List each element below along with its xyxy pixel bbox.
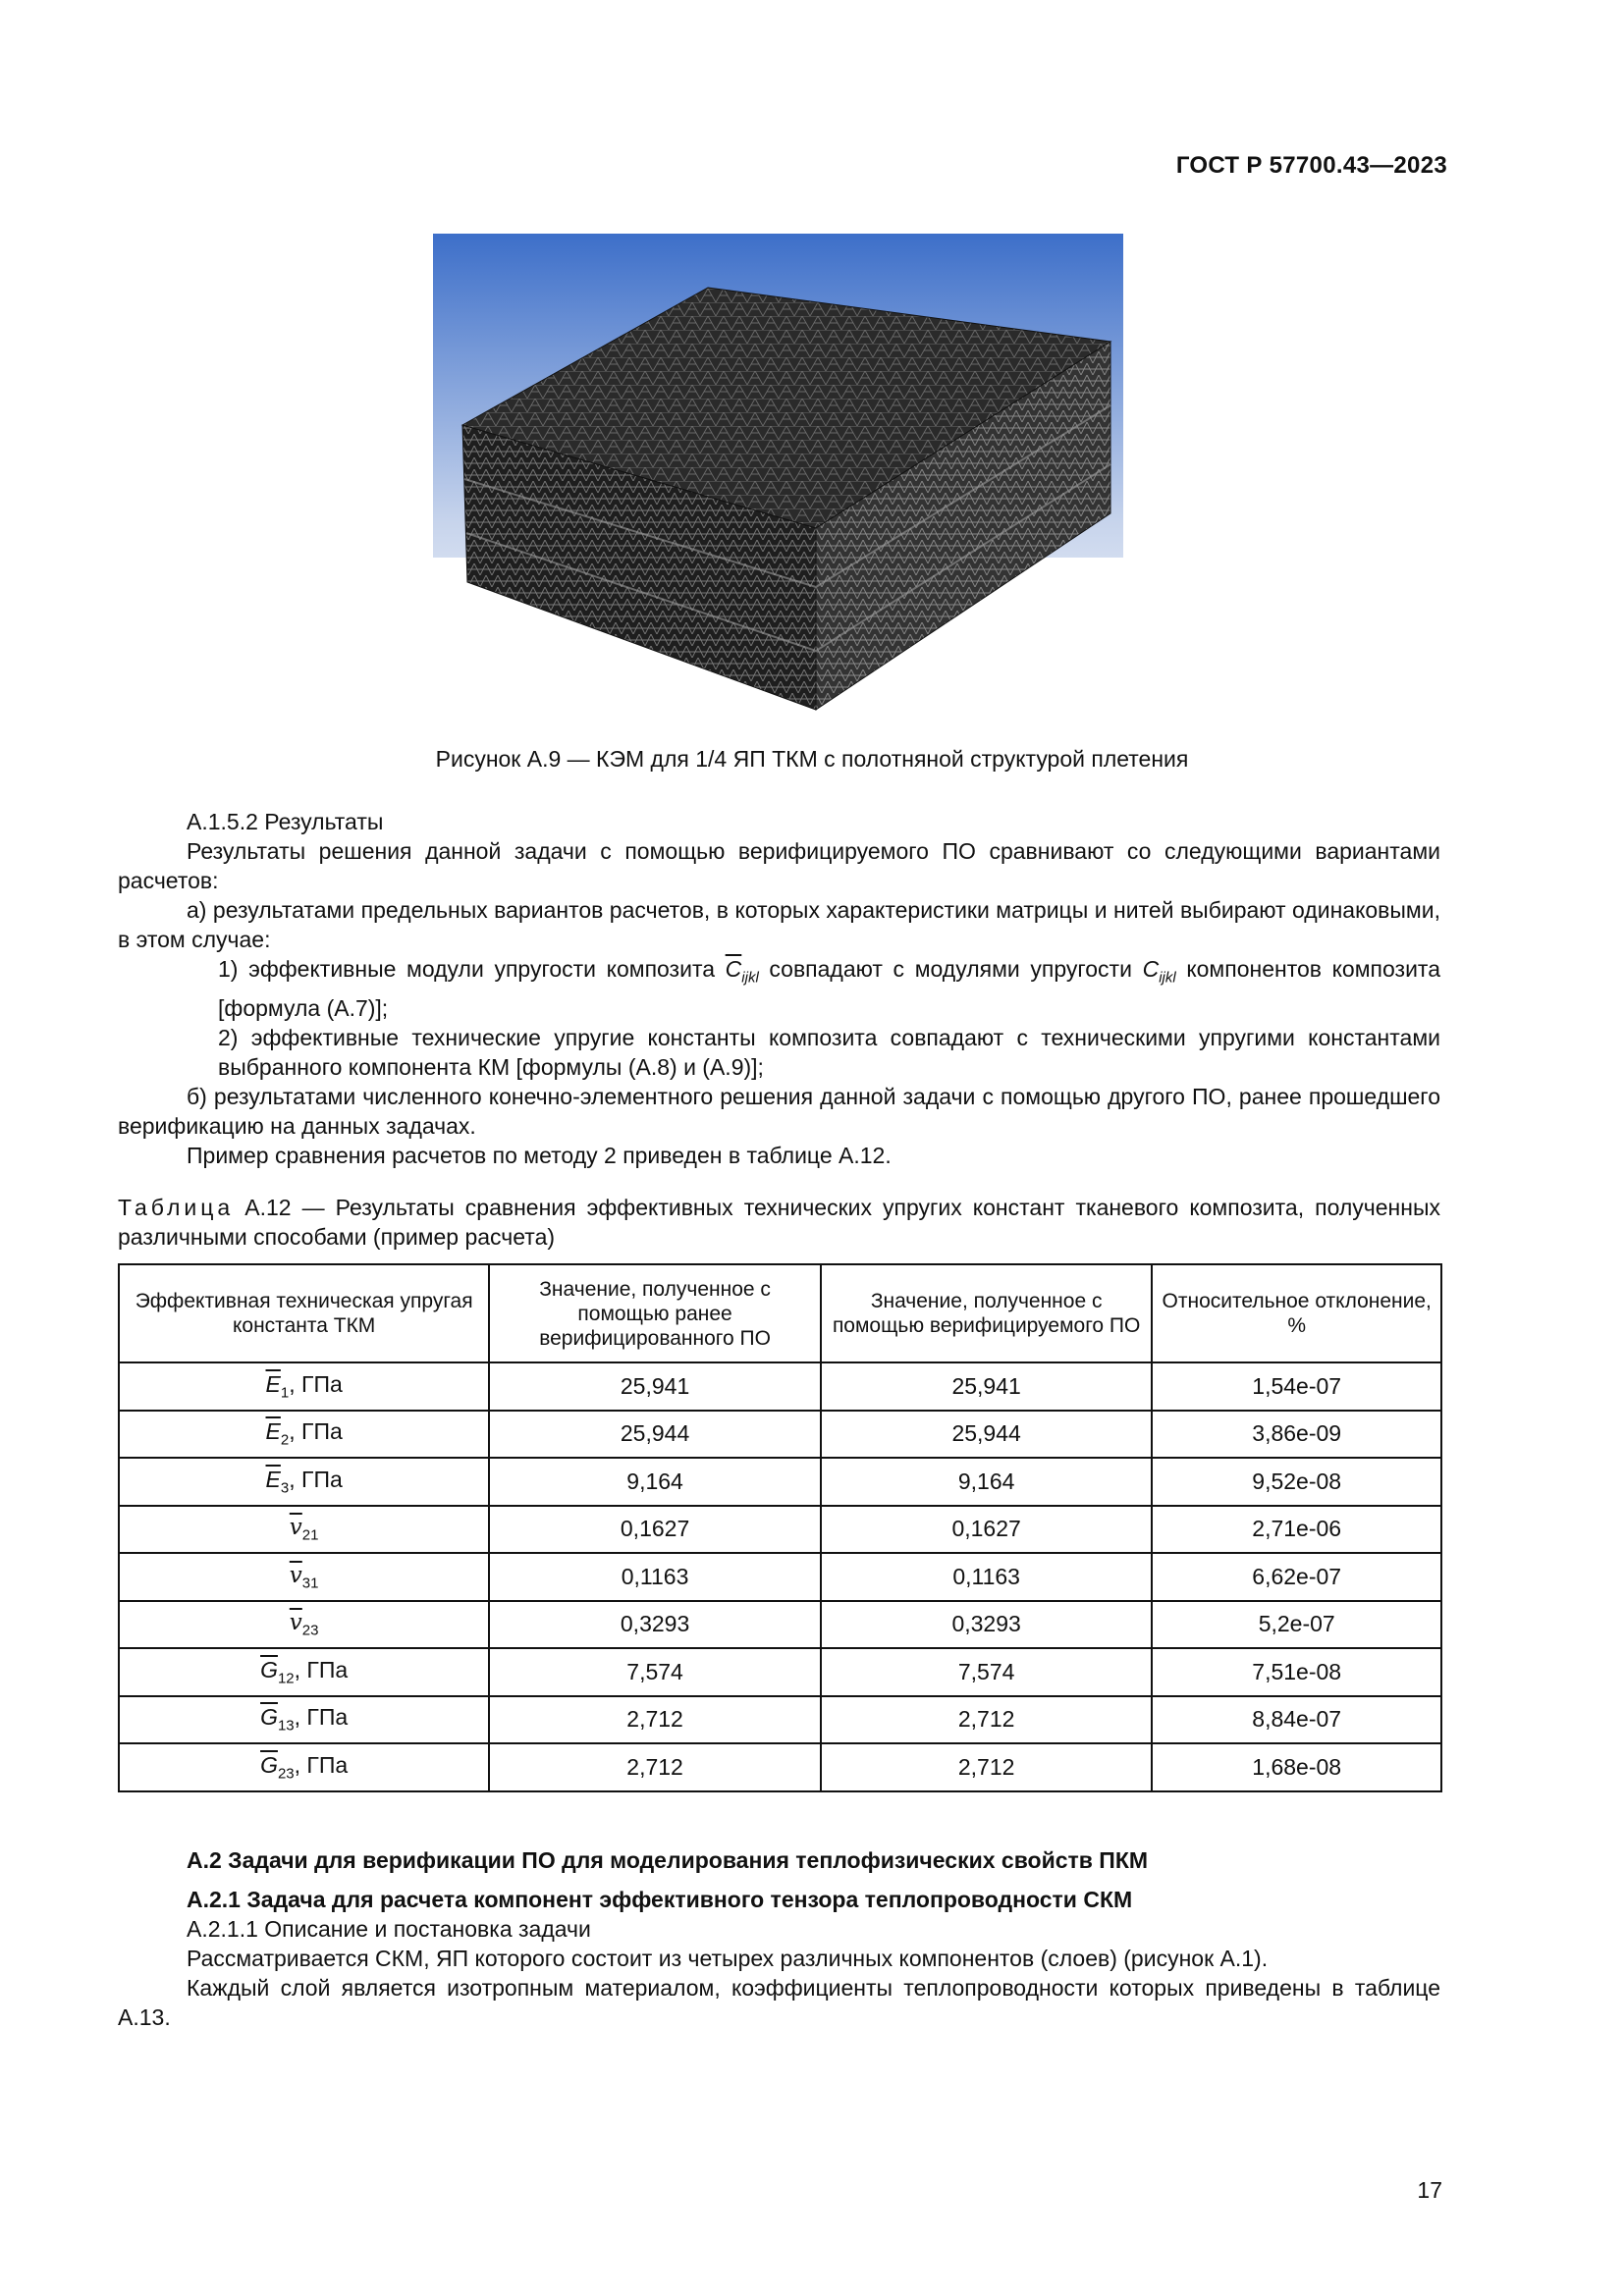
value-cell: 2,712 (821, 1743, 1153, 1791)
deviation-cell: 1,68e-08 (1152, 1743, 1441, 1791)
value-cell: 2,712 (821, 1696, 1153, 1744)
deviation-cell: 2,71e-06 (1152, 1506, 1441, 1554)
column-header: Значение, полученное с помощью верифицируемого ПО (821, 1264, 1153, 1362)
value-cell: 7,574 (821, 1648, 1153, 1696)
page-number: 17 (1417, 2177, 1442, 2203)
deviation-cell: 9,52e-08 (1152, 1458, 1441, 1506)
results-table (118, 1263, 1442, 1792)
constant-cell: $\overline{E}_3$, ГПа (119, 1458, 489, 1506)
paragraph: Рассматривается СКМ, ЯП которого состоит из четырех различных компонентов (слоев) (рисунок А.1). (187, 1946, 1269, 1971)
value-cell: 0,1163 (489, 1553, 821, 1601)
value-cell: 25,944 (489, 1411, 821, 1459)
constant-cell: $\overline{v}_{31}$ (119, 1553, 489, 1601)
value-cell: 2,712 (489, 1743, 821, 1791)
list-item-a: а) результатами предельных вариантов расчетов, в которых характеристики матрицы и нитей выбирают одинаковыми, в этом случае: (118, 897, 1440, 952)
deviation-cell: 5,2e-07 (1152, 1601, 1441, 1649)
deviation-cell: 1,54e-07 (1152, 1362, 1441, 1411)
list-item-2: 2) эффективные технические упругие константы композита совпадают с техническими упругими константами выбранного компонента КМ [формулы (А.8) и (А.9)]; (218, 1024, 1440, 1080)
table-row (119, 1696, 1441, 1744)
value-cell: 0,1627 (489, 1506, 821, 1554)
table-row (119, 1553, 1441, 1601)
deviation-cell: 8,84e-07 (1152, 1696, 1441, 1744)
fem-mesh-figure (433, 234, 1123, 715)
value-cell: 0,3293 (821, 1601, 1153, 1649)
section-heading: А.2 Задачи для верификации ПО для моделирования теплофизических свойств ПКМ (187, 1847, 1149, 1873)
table-row (119, 1458, 1441, 1506)
value-cell: 25,944 (821, 1411, 1153, 1459)
constant-cell: $\overline{G}_{13}$, ГПа (119, 1696, 489, 1744)
table-title: Таблица А.12 — Результаты сравнения эффективных технических упругих констант тканевого композита, полученных различными способами (пример расчета) (118, 1195, 1440, 1250)
column-header: Значение, полученное с помощью ранее верифицированного ПО (489, 1264, 821, 1362)
standard-code: ГОСТ Р 57700.43—2023 (1175, 152, 1447, 179)
constant-cell: $\overline{G}_{12}$, ГПа (119, 1648, 489, 1696)
constant-cell: $\overline{E}_2$, ГПа (119, 1411, 489, 1459)
subsection-heading: А.2.1 Задача для расчета компонент эффективного тензора теплопроводности СКМ (187, 1887, 1133, 1912)
column-header: Относительное отклонение, % (1152, 1264, 1441, 1362)
figure-caption: Рисунок А.9 — КЭМ для 1/4 ЯП ТКМ с полотняной структурой плетения (435, 746, 1189, 772)
constant-cell: $\overline{v}_{21}$ (119, 1506, 489, 1554)
value-cell: 7,574 (489, 1648, 821, 1696)
results-text (118, 807, 1440, 1170)
value-cell: 2,712 (489, 1696, 821, 1744)
deviation-cell: 3,86e-09 (1152, 1411, 1441, 1459)
table-row (119, 1648, 1441, 1696)
paragraph: Каждый слой является изотропным материалом, коэффициенты теплопроводности которых приведены в таблице А.13. (118, 1975, 1440, 2030)
constant-cell: $\overline{G}_{23}$, ГПа (119, 1743, 489, 1791)
value-cell: 0,3293 (489, 1601, 821, 1649)
section-a2 (118, 1845, 1440, 2032)
constant-cell: $\overline{v}_{23}$ (119, 1601, 489, 1649)
value-cell: 0,1627 (821, 1506, 1153, 1554)
value-cell: 25,941 (821, 1362, 1153, 1411)
constant-cell: $\overline{E}_1$, ГПа (119, 1362, 489, 1411)
deviation-cell: 7,51e-08 (1152, 1648, 1441, 1696)
value-cell: 9,164 (489, 1458, 821, 1506)
mesh-image (433, 234, 1123, 715)
table-header-row (119, 1264, 1441, 1362)
list-item-1: 1) эффективные модули упругости композита $\overline{C}_{ijkl}$ совпадают с модулями упругости $C_{ijkl}$ компонентов композита [формула (А.7)]; (218, 956, 1440, 1021)
subsection-heading: А.1.5.2 Результаты (187, 809, 384, 834)
list-item-b: б) результатами численного конечно-элементного решения данной задачи с помощью другого ПО, ранее прошедшего верификацию на данных задачах. (118, 1083, 1440, 1139)
column-header: Эффективная техническая упругая константа ТКМ (119, 1264, 489, 1362)
table-row (119, 1506, 1441, 1554)
paragraph: Результаты решения данной задачи с помощью верифицируемого ПО сравнивают со следующими вариантами расчетов: (118, 838, 1440, 893)
table-row (119, 1411, 1441, 1459)
value-cell: 9,164 (821, 1458, 1153, 1506)
value-cell: 25,941 (489, 1362, 821, 1411)
deviation-cell: 6,62e-07 (1152, 1553, 1441, 1601)
subsubsection-heading: А.2.1.1 Описание и постановка задачи (187, 1916, 591, 1942)
paragraph: Пример сравнения расчетов по методу 2 приведен в таблице А.12. (187, 1142, 892, 1168)
table-row (119, 1743, 1441, 1791)
table-row (119, 1601, 1441, 1649)
value-cell: 0,1163 (821, 1553, 1153, 1601)
table-row (119, 1362, 1441, 1411)
